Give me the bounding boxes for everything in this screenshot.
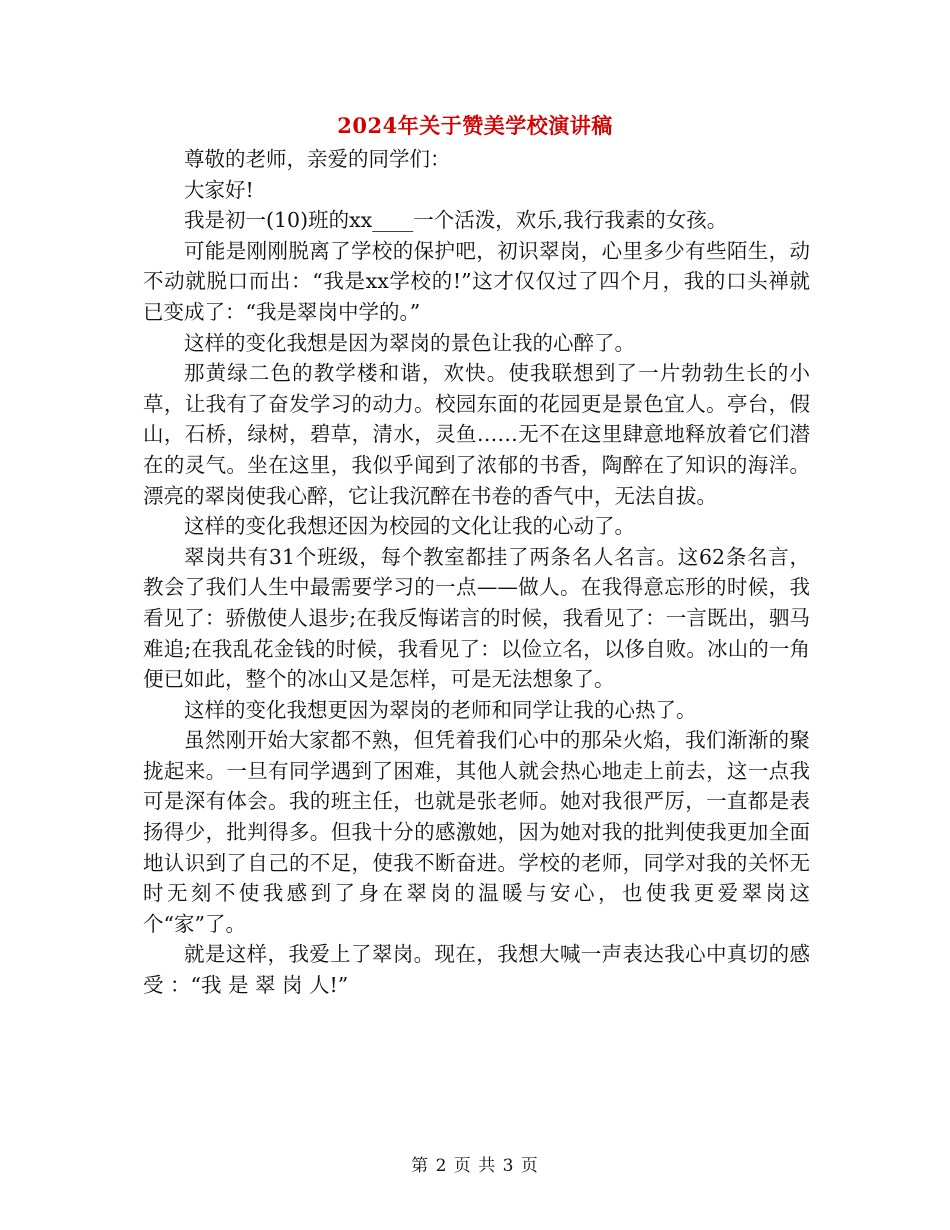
document-title: 2024年关于赞美学校演讲稿: [337, 113, 613, 138]
page-number: 第 2 页 共 3 页: [411, 1156, 539, 1176]
paragraph: 这样的变化我想还因为校园的文化让我的心动了。: [184, 514, 635, 539]
paragraph-salutation: 尊敬的老师，亲爱的同学们：: [184, 147, 451, 171]
paragraph: 这样的变化我想更因为翠岗的老师和同学让我的心热了。: [184, 697, 697, 722]
paragraph: 可能是刚刚脱离了学校的保护吧，初识翠岗，心里多少有些陌生，动不动就脱口而出：“我是xx学校的!”这才仅仅过了四个月，我的口头禅就已变成了：“我是翠岗中学的。”: [143, 238, 810, 324]
document-body: [143, 144, 810, 1001]
paragraph: 那黄绿二色的教学楼和谐，欢快。使我联想到了一片勃勃生长的小草，让我有了奋发学习的动力。校园东面的花园更是景色宜人。亭台，假山，石桥，绿树，碧草，清水，灵鱼……无不在这里肆意地释放着它们潜在的灵气。坐在这里，我似乎闻到了浓郁的书香，陶醉在了知识的海洋。漂亮的翠岗使我心醉，它让我沉醉在书卷的香气中，无法自拔。: [143, 361, 810, 508]
paragraph: 翠岗共有31个班级，每个教室都挂了两条名人名言。这62条名言，教会了我们人生中最需要学习的一点——做人。在我得意忘形的时候，我看见了：骄傲使人退步;在我反悔诺言的时候，我看见了：一言既出，驷马难追;在我乱花金钱的时候，我看见了：以俭立名，以侈自败。冰山的一角便已如此，整个的冰山又是怎样，可是无法想象了。: [143, 544, 810, 692]
paragraph-greeting: 大家好!: [184, 177, 254, 202]
paragraph: 虽然刚开始大家都不熟，但凭着我们心中的那朵火焰，我们渐渐的聚拢起来。一旦有同学遇到了困难，其他人就会热心地走上前去，这一点我可是深有体会。我的班主任，也就是张老师。她对我很严厉，一直都是表扬得少，批判得多。但我十分的感激她，因为她对我的批判使我更加全面地认识到了自己的不足，使我不断奋进。学校的老师，同学对我的关怀无时无刻不使我感到了身在翠岗的温暖与安心，也使我更爱翠岗这个“家”了。: [143, 728, 810, 936]
paragraph: 我是初一(10)班的xx____一个活泼，欢乐,我行我素的女孩。: [184, 208, 728, 233]
paragraph: 这样的变化我想是因为翠岗的景色让我的心醉了。: [184, 330, 635, 355]
paragraph-closing: 就是这样，我爱上了翠岗。现在，我想大喊一声表达我心中真切的感受 ：“我 是 翠 岗 人!”: [143, 942, 810, 998]
